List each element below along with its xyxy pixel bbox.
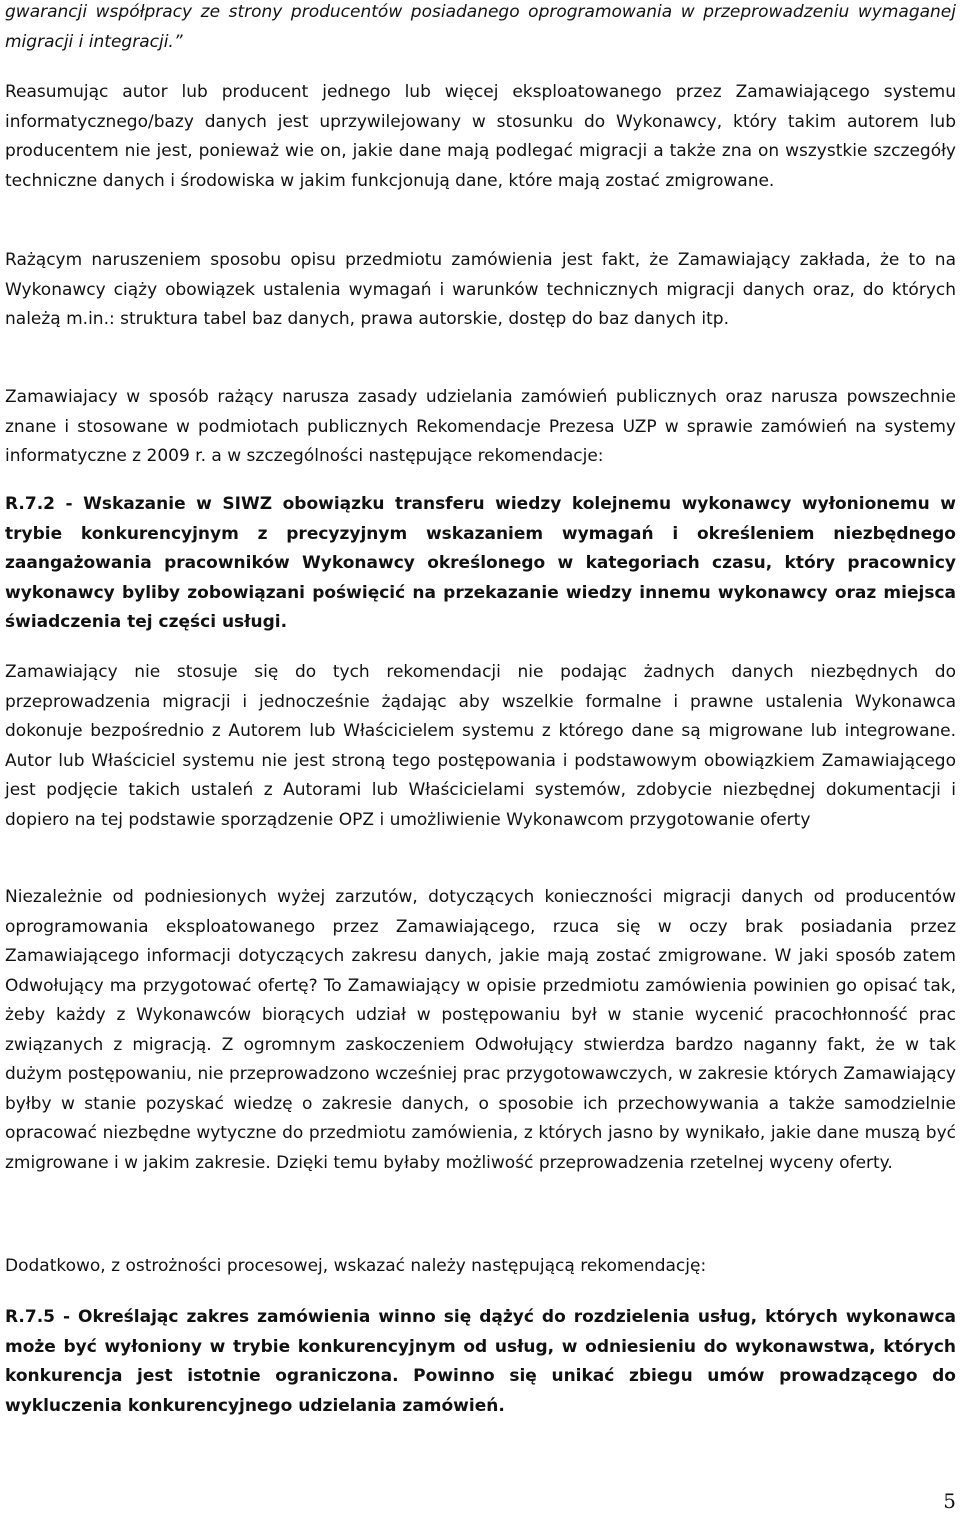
paragraph-migration-guarantee: gwarancji współpracy ze strony producentów posiadanego oprogramowania w przeprowadzeniu wymaganej migracji i integracji.” — [5, 2, 956, 52]
recommendation-r75: R.7.5 - Określając zakres zamówienia winno się dążyć do rozdzielenia usług, których wykonawca może być wyłoniony w trybie konkurencyjnym od usług, w odniesieniu do wykonawstwa, których konkurencja jest istotnie ograniczona. Powinno się unikać zbiegu umów prowadzącego do wykluczenia konkurencyjnego udzielania zamówień. — [5, 1307, 956, 1416]
page-number: 5 — [943, 1489, 956, 1513]
paragraph-no-data-provided: Zamawiający nie stosuje się do tych rekomendacji nie podając żadnych danych niezbędnych do przeprowadzenia migracji i jednocześnie żądając aby wszelkie formalne i prawne ustalenia Wykonawca dokonuje bezpośrednio z Autorem lub Właścicielem systemu z którego dane są migrowane lub integrowane. Autor lub Właściciel systemu nie jest stroną tego postępowania i podstawowym obowiązkiem Zamawiającego jest podjęcie takich ustaleń z Autorami lub Właścicielami systemów, zdobycie niezbędnej dokumentacji i dopiero na tej podstawie sporządzenie OPZ i umożliwienie Wykonawcom przygotowanie oferty — [5, 662, 956, 830]
recommendation-r72: R.7.2 - Wskazanie w SIWZ obowiązku transferu wiedzy kolejnemu wykonawcy wyłonionemu w trybie konkurencyjnym z precyzyjnym wskazaniem wymagań i określeniem niezbędnego zaangażowania pracowników Wykonawcy określonego w kategoriach czasu, który pracownicy wykonawcy byliby zobowiązani poświęcić na przekazanie wiedzy innemu wykonawcy oraz miejsca świadczenia tej części usługi. — [5, 494, 956, 632]
paragraph-data-scope: Niezależnie od podniesionych wyżej zarzutów, dotyczących konieczności migracji danych od producentów oprogramowania eksploatowanego przez Zamawiającego, rzuca się w oczy brak posiadania przez Zamawiającego informacji dotyczących zakresu danych, jakie mają zostać zmigrowane. W jaki sposób zatem Odwołujący ma przygotować ofertę? To Zamawiający w opisie przedmiotu zamówienia powinien go opisać tak, żeby każdy z Wykonawców biorących udział w postępowaniu był w stanie wycenić pracochłonność prac związanych z migracją. Z ogromnym zaskoczeniem Odwołujący stwierdza bardzo naganny fakt, że w tak dużym postępowaniu, nie przeprowadzono wcześniej prac przygotowawczych, w zakresie których Zamawiający byłby w stanie pozyskać wiedzę o zakresie danych, o sposobie ich przechowywania a także samodzielnie opracować niezbędne wytyczne do przedmiotu zamówienia, z których jasno by wynikało, jakie dane muszą być zmigrowane i w jakim zakresie. Dzięki temu byłaby możliwość przeprowadzenia rzetelnej wyceny oferty. — [5, 887, 956, 1173]
paragraph-additional-recommendation: Dodatkowo, z ostrożności procesowej, wskazać należy następującą rekomendację: — [5, 1256, 707, 1276]
paragraph-author-privilege: Reasumując autor lub producent jednego lub więcej eksploatowanego przez Zamawiającego systemu informatycznego/bazy danych jest uprzywilejowany w stosunku do Wykonawcy, który takim autorem lub producentem nie jest, ponieważ wie on, jakie dane mają podlegać migracji a także zna on wszystkie szczegóły techniczne danych i środowiska w jakim funkcjonują dane, które mają zostać zmigrowane. — [5, 82, 956, 191]
paragraph-violation-description: Rażącym naruszeniem sposobu opisu przedmiotu zamówienia jest fakt, że Zamawiający zakłada, że to na Wykonawcy ciąży obowiązek ustalenia wymagań i warunków technicznych migracji danych oraz, do których należą m.in.: struktura tabel baz danych, prawa autorskie, dostęp do baz danych itp. — [5, 250, 956, 329]
paragraph-uzp-recommendations: Zamawiajacy w sposób rażący narusza zasady udzielania zamówień publicznych oraz narusza powszechnie znane i stosowane w podmiotach publicznych Rekomendacje Prezesa UZP w sprawie zamówień na systemy informatyczne z 2009 r. a w szczególności następujące rekomendacje: — [5, 387, 956, 466]
